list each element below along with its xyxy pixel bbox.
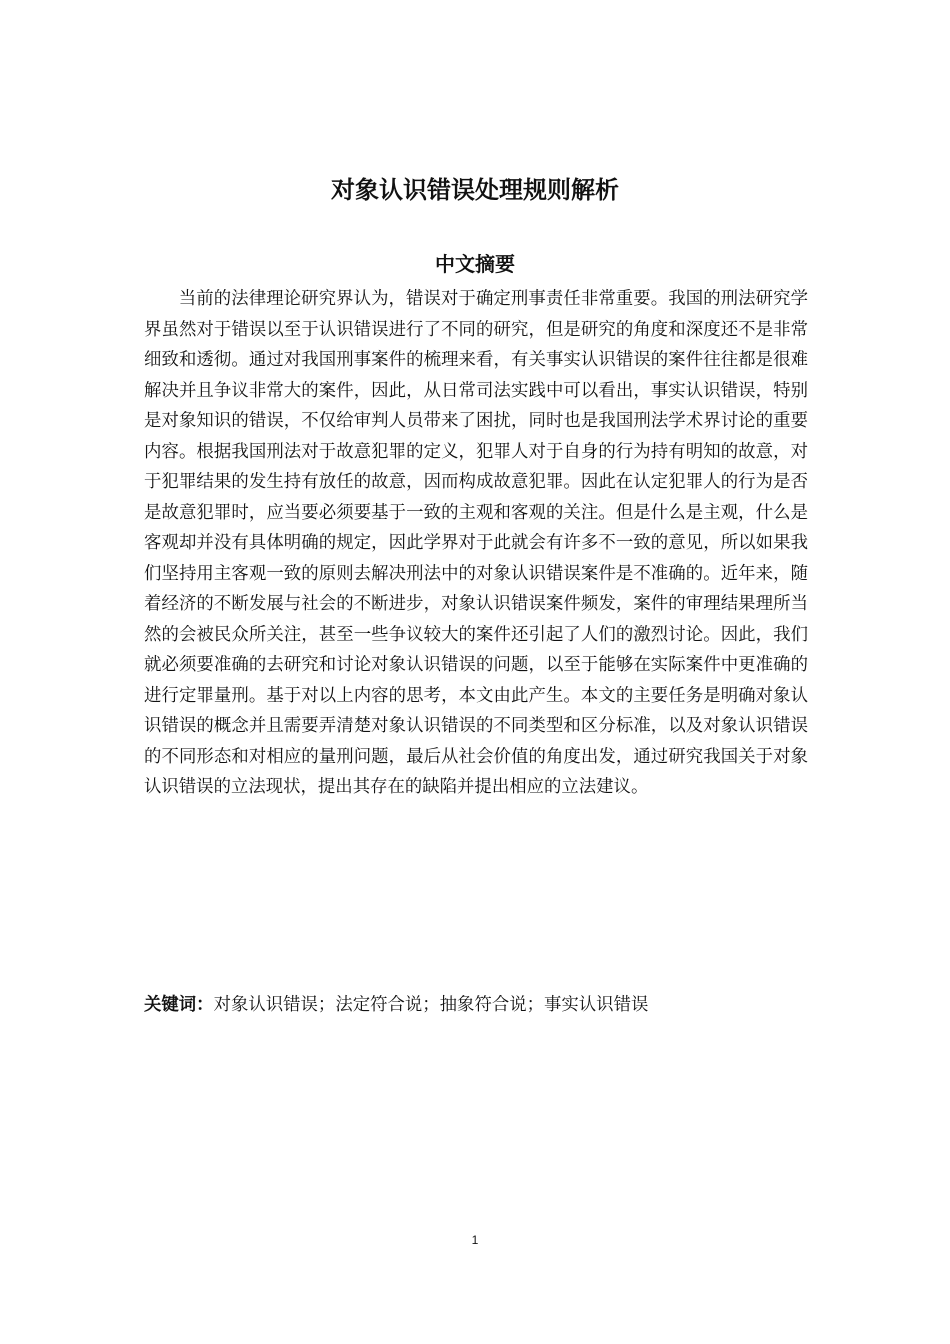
page-number: 1 [471,1233,479,1247]
keywords-line [144,990,824,1020]
abstract-paragraph: 当前的法律理论研究界认为，错误对于确定刑事责任非常重要。我国的刑法研究学界虽然对于错误以至于认识错误进行了不同的研究，但是研究的角度和深度还不是非常细致和透彻。通过对我国刑事案件的梳理来看，有关事实认识错误的案件往往都是很难解决并且争议非常大的案件，因此，从日常司法实践中可以看出，事实认识错误，特别是对象知识的错误，不仅给审判人员带来了困扰，同时也是我国刑法学术界讨论的重要内容。根据我国刑法对于故意犯罪的定义，犯罪人对于自身的行为持有明知的故意，对于犯罪结果的发生持有放任的故意，因而构成故意犯罪。因此在认定犯罪人的行为是否是故意犯罪时，应当要必须要基于一致的主观和客观的关注。但是什么是主观，什么是客观却并没有具体明确的规定，因此学界对于此就会有许多不一致的意见，所以如果我们坚持用主客观一致的原则去解决刑法中的对象认识错误案件是不准确的。近年来，随着经济的不断发展与社会的不断进步，对象认识错误案件频发，案件的审理结果理所当然的会被民众所关注，甚至一些争议较大的案件还引起了人们的激烈讨论。因此，我们就必须要准确的去研究和讨论对象认识错误的问题，以至于能够在实际案件中更准确的进行定罪量刑。基于对以上内容的思考，本文由此产生。本文的主要任务是明确对象认识错误的概念并且需要弄清楚对象认识错误的不同类型和区分标准，以及对象认识错误的不同形态和对相应的量刑问题，最后从社会价值的角度出发，通过研究我国关于对象认识错误的立法现状，提出其存在的缺陷并提出相应的立法建议。 [144,289,808,797]
abstract-heading: 中文摘要 [435,252,515,276]
keywords-label: 关键词： [144,995,214,1015]
keywords-list: 对象认识错误；法定符合说；抽象符合说；事实认识错误 [213,995,649,1015]
document-title: 对象认识错误处理规则解析 [331,176,619,204]
